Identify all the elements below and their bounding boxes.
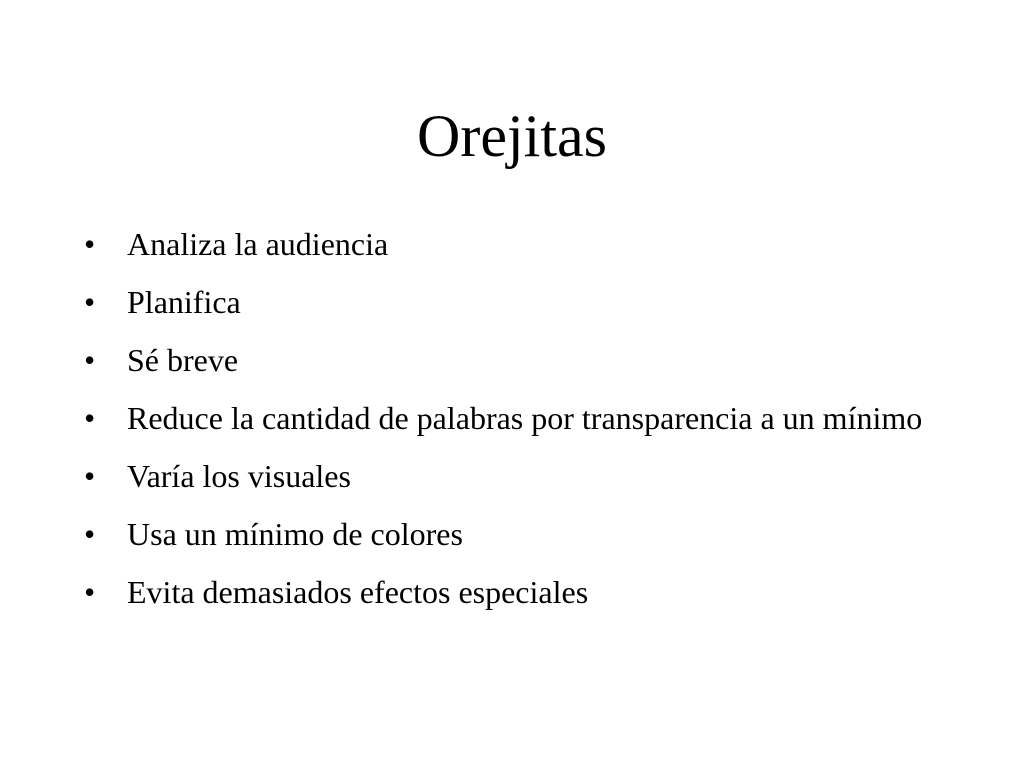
bullet-dot-icon: •	[84, 226, 96, 262]
bullet-item-planifica	[82, 284, 962, 321]
bullet-text: Analiza la audiencia	[127, 226, 389, 262]
bullet-item-se-breve	[82, 342, 962, 379]
bullet-dot-icon: •	[84, 342, 96, 378]
bullet-dot-icon: •	[84, 574, 96, 610]
bullet-dot-icon: •	[84, 284, 96, 320]
bullet-item-usa	[82, 516, 962, 553]
bullet-list	[82, 226, 962, 632]
bullet-text: Planifica	[127, 284, 241, 320]
bullet-dot-icon: •	[84, 400, 96, 436]
bullet-dot-icon: •	[84, 458, 96, 494]
bullet-item-reduce	[82, 400, 962, 437]
bullet-item-evita	[82, 574, 962, 611]
bullet-dot-icon: •	[84, 516, 96, 552]
bullet-text: Sé breve	[127, 342, 239, 378]
slide-title: Orejitas	[417, 103, 607, 169]
bullet-item-varia	[82, 458, 962, 495]
bullet-text: Reduce la cantidad de palabras por transparencia a un mínimo	[127, 400, 923, 436]
bullet-text: Usa un mínimo de colores	[127, 516, 463, 552]
bullet-item-analiza	[82, 226, 962, 263]
bullet-text: Varía los visuales	[127, 458, 351, 494]
bullet-text: Evita demasiados efectos especiales	[127, 574, 589, 610]
